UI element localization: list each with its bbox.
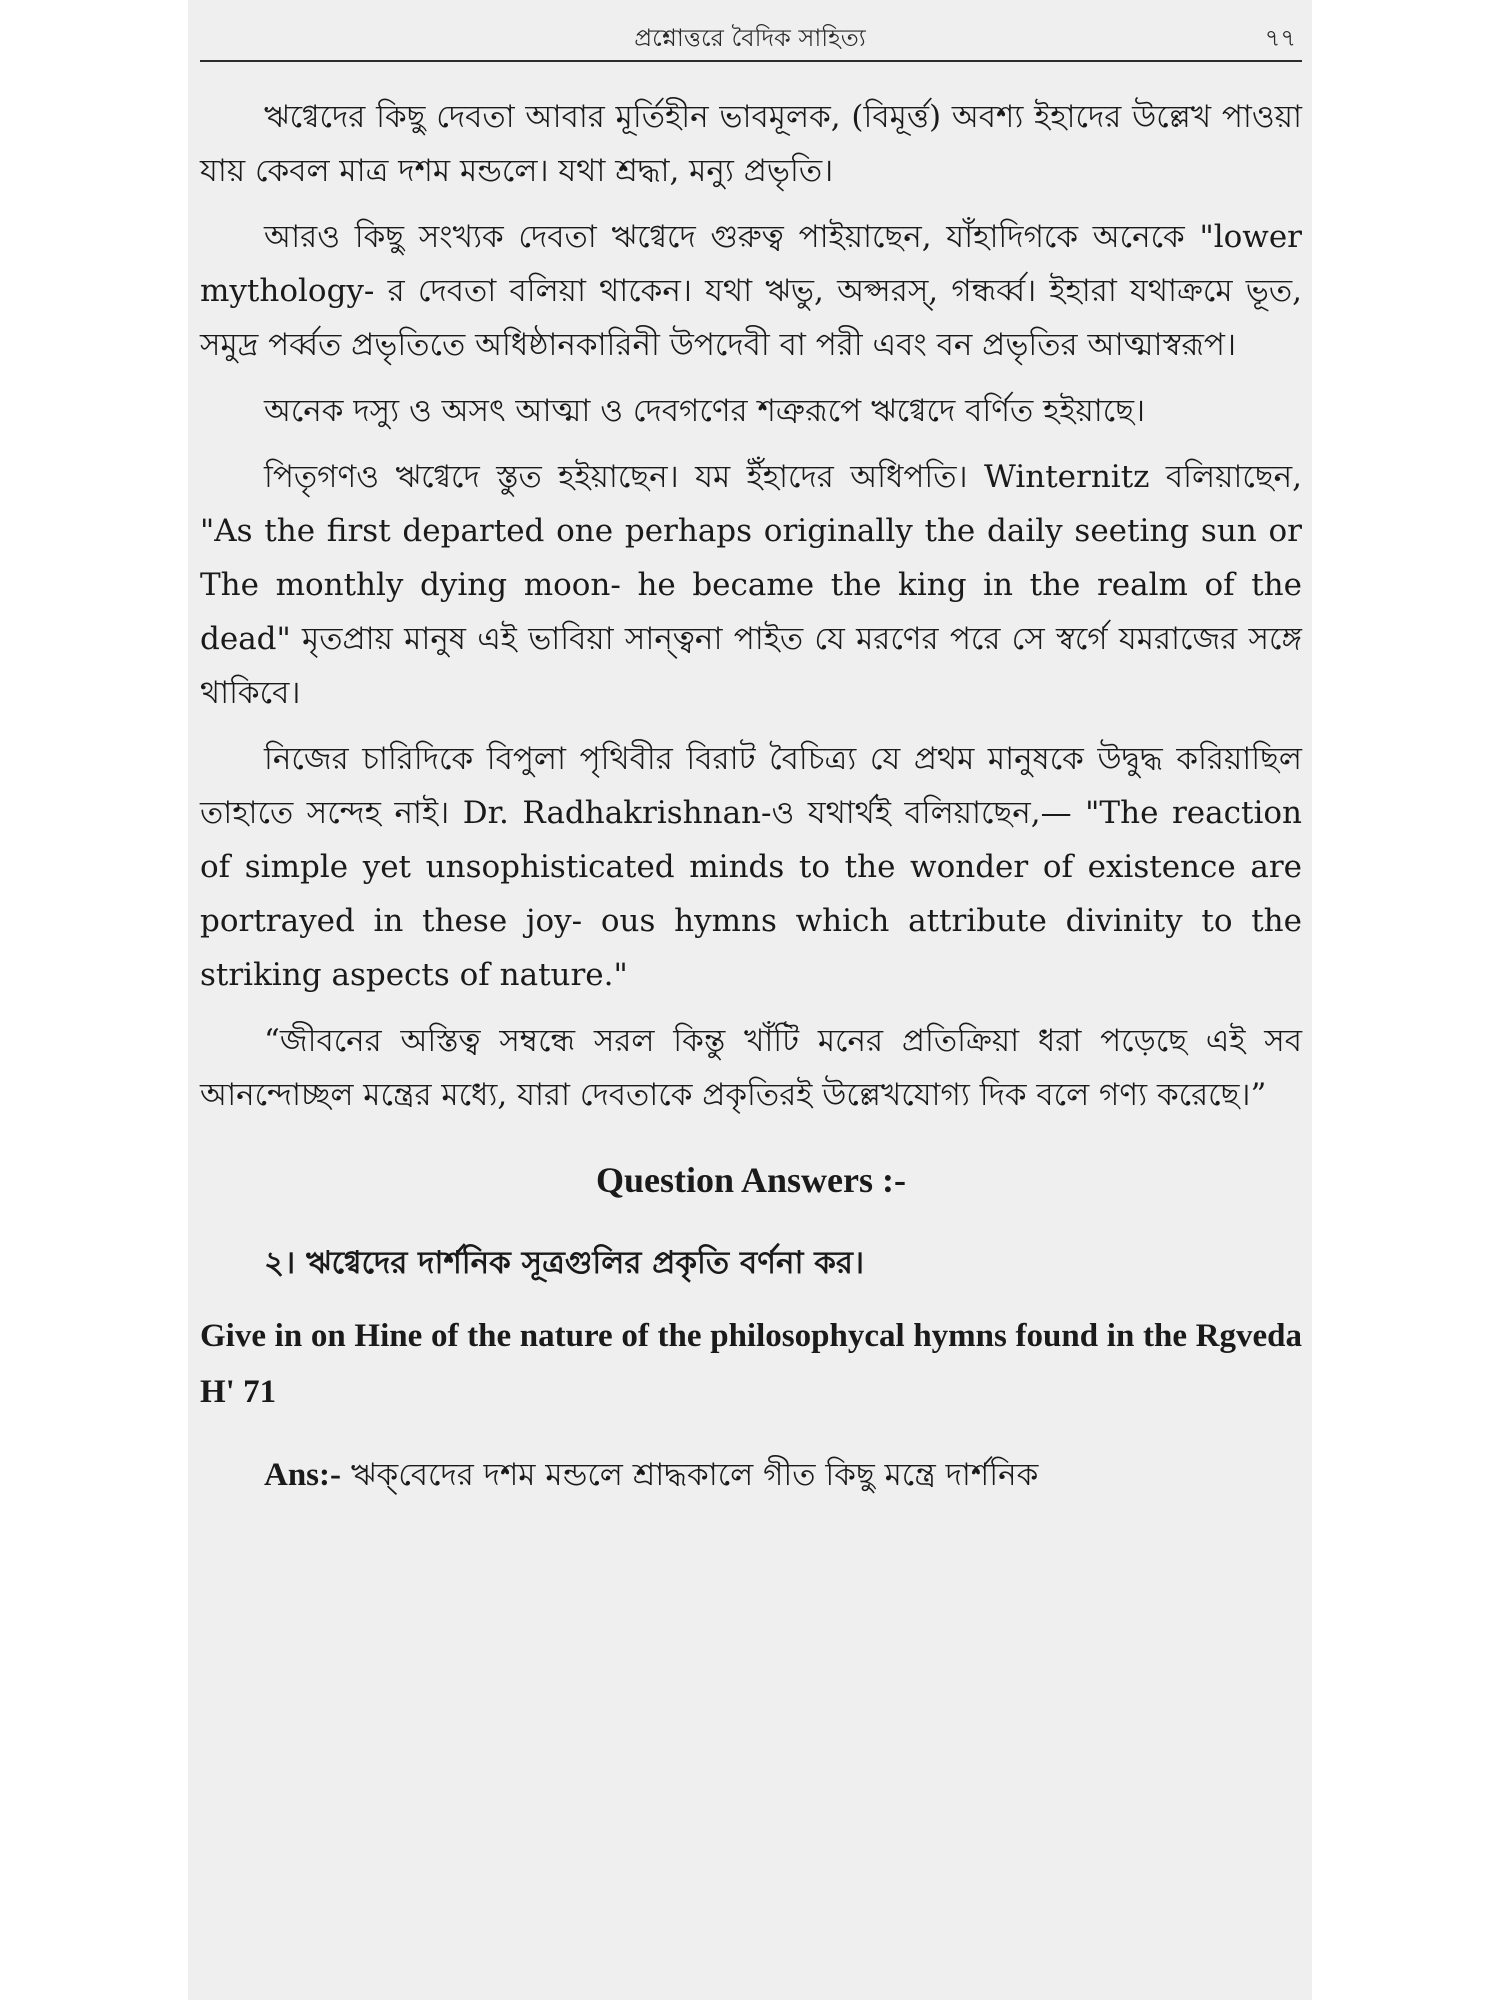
question-bengali: ২। ঋগ্বেদের দার্শনিক সূত্রগুলির প্রকৃতি বর্ণনা কর। xyxy=(264,1245,865,1281)
paragraph-lower-mythology: আরও কিছু সংখ্যক দেবতা ঋগ্বেদে গুরুত্ব পাইয়াছেন, যাঁহাদিগকে অনেকে "lower mythology- র দেবতা বলিয়া থাকেন। যথা ঋভু, অপ্সরস্, গন্ধর্ব্ব। ইহারা যথাক্রমে ভূত, সমুদ্র পর্ব্বত প্রভৃতিতে অধিষ্ঠানকারিনী উপদেবী বা পরী এবং বন প্রভৃতির আত্মাস্বরূপ। xyxy=(200,219,1302,363)
book-page xyxy=(188,0,1312,2000)
answer-text: ঋক্‌বেদের দশম মন্ডলে শ্রাদ্ধকালে গীত কিছু মন্ত্রে দার্শনিক xyxy=(350,1457,1039,1493)
section-heading: Question Answers :- xyxy=(595,1160,906,1200)
paragraph-pitrs-yama: পিতৃগণও ঋগ্বেদে স্তুত হইয়াছেন। যম ইঁহাদের অধিপতি। Winternitz বলিয়াছেন, "As the first departed one perhaps originally the daily seeting sun or The monthly dying moon- he became the king in the realm of the dead" মৃতপ্রায় মানুষ এই ভাবিয়া সান্ত্বনা পাইত যে মরণের পরে সে স্বর্গে যমরাজের সঙ্গে থাকিবে। xyxy=(200,459,1302,711)
answer-label: Ans:- xyxy=(264,1457,342,1493)
paragraph-abstract-deities: ঋগ্বেদের কিছু দেবতা আবার মূর্তিহীন ভাবমূলক, (বিমূর্ত্ত) অবশ্য ইহাদের উল্লেখ পাওয়া যায় কেবল মাত্র দশম মন্ডলে। যথা শ্রদ্ধা, মন্যু প্রভৃতি। xyxy=(200,99,1302,189)
header-rule xyxy=(200,60,1302,62)
page-header xyxy=(188,14,1312,54)
page-body xyxy=(200,90,1302,1533)
running-title: প্রশ্নোত্তরে বৈদিক সাহিত্য xyxy=(634,24,866,52)
answer xyxy=(200,1448,1302,1502)
page-number: ৭৭ xyxy=(1264,24,1296,52)
paragraph-demons: অনেক দস্যু ও অসৎ আত্মা ও দেবগণের শত্রুরূপে ঋগ্বেদে বর্ণিত হইয়াছে। xyxy=(264,393,1146,429)
paragraph-bengali-translation: “জীবনের অস্তিত্ব সম্বন্ধে সরল কিন্তু খাঁটি মনের প্রতিক্রিয়া ধরা পড়েছে এই সব আনন্দোচ্ছল মন্ত্রের মধ্যে, যারা দেবতাকে প্রকৃতিরই উল্লেখযোগ্য দিক বলে গণ্য করেছে।” xyxy=(200,1023,1302,1113)
question-english: Give in on Hine of the nature of the philosophycal hymns found in the Rgveda H' 71 xyxy=(200,1318,1302,1410)
paragraph-radhakrishnan-quote: নিজের চারিদিকে বিপুলা পৃথিবীর বিরাট বৈচিত্র্য যে প্রথম মানুষকে উদ্বুদ্ধ করিয়াছিল তাহাতে সন্দেহ নাই। Dr. Radhakrishnan-ও যথার্থই বলিয়াছেন,— "The reaction of simple yet unsophisticated minds to the wonder of existence are portrayed in these joy- ous hymns which attribute divinity to the striking aspects of nature." xyxy=(200,741,1302,993)
